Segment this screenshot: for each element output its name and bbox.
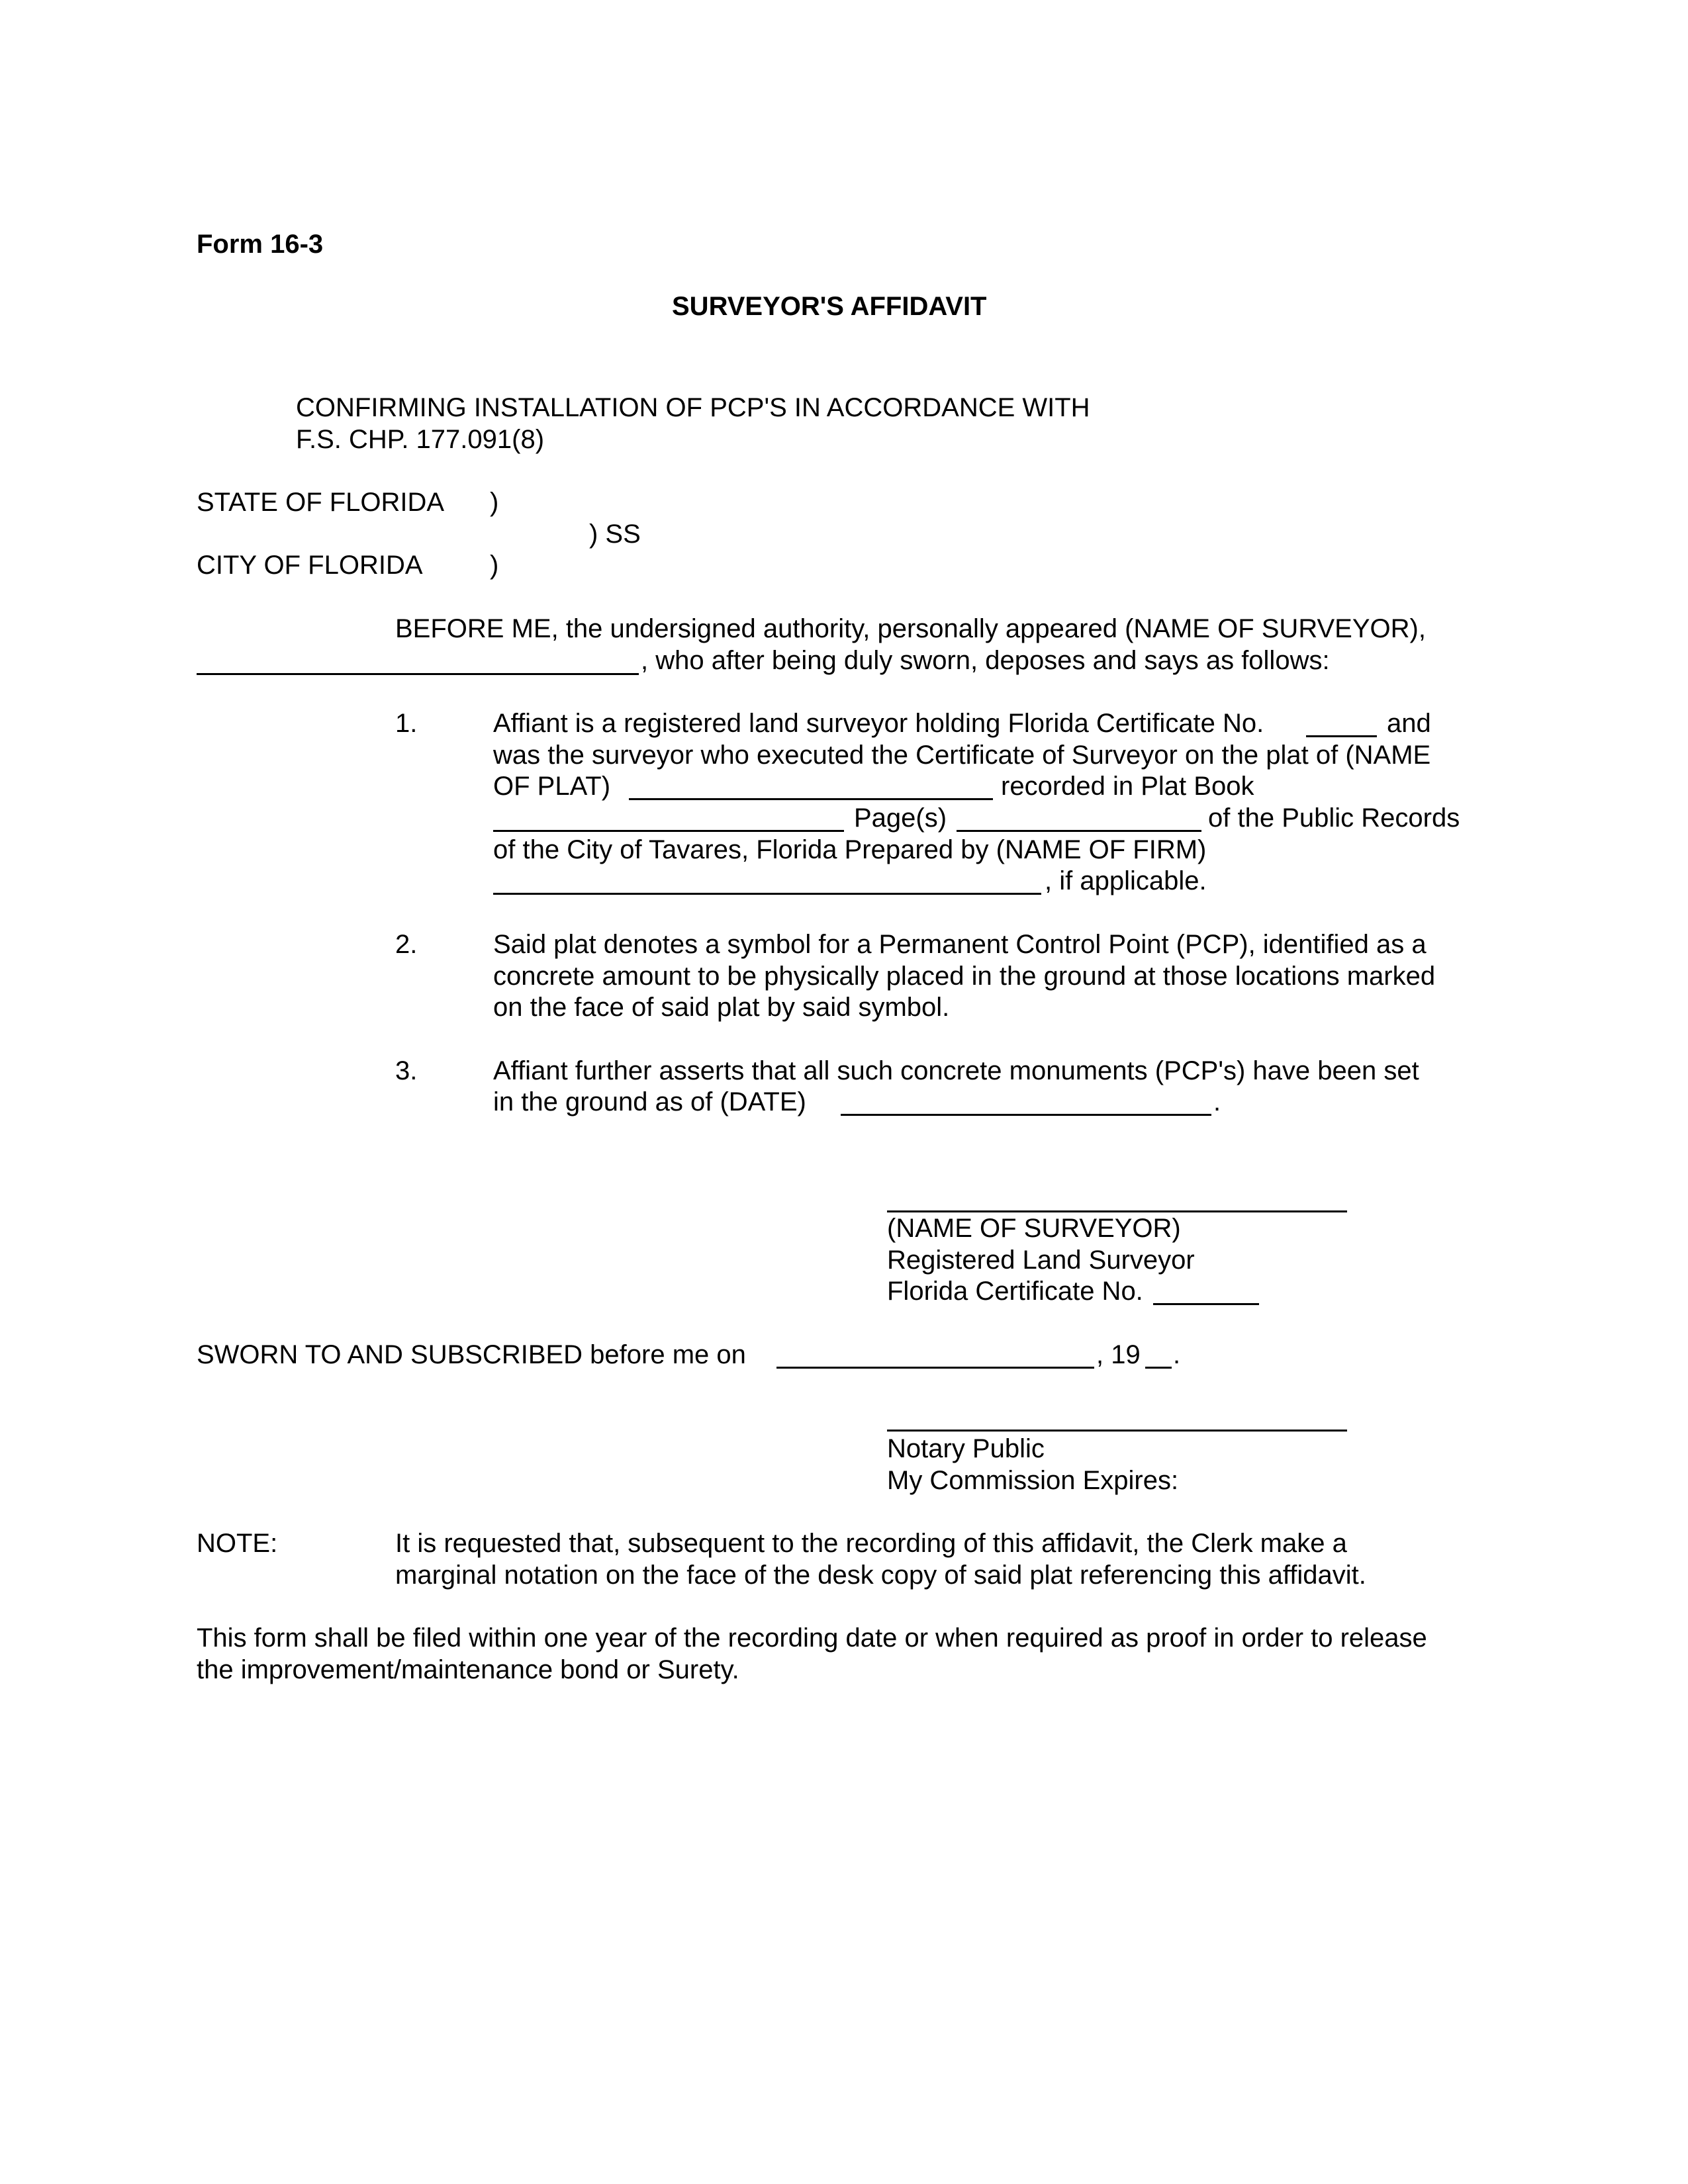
venue-city: CITY OF FLORIDA <box>197 551 423 580</box>
signature-cert-blank[interactable] <box>1153 1303 1259 1305</box>
subtitle-line-2: F.S. CHP. 177.091(8) <box>296 425 545 454</box>
firm-name-blank[interactable] <box>493 893 1041 895</box>
venue-paren-city: ) <box>490 551 499 580</box>
item-1-line-d-mid: Page(s) <box>854 803 947 833</box>
note-label: NOTE: <box>197 1529 278 1558</box>
sworn-date-blank[interactable] <box>776 1367 1094 1369</box>
item-1-line-b: was the surveyor who executed the Certificate of Surveyor on the plat of (NAME <box>493 741 1431 770</box>
item-1-number: 1. <box>395 709 418 738</box>
signature-cert: Florida Certificate No. <box>887 1277 1143 1306</box>
sworn-year-blank[interactable] <box>1145 1367 1172 1369</box>
note-line-1: It is requested that, subsequent to the recording of this affidavit, the Clerk make a <box>395 1529 1347 1558</box>
item-1-line-a-end: and <box>1387 709 1431 738</box>
item-2-number: 2. <box>395 930 418 959</box>
venue-ss: ) SS <box>589 520 641 549</box>
notary-title: Notary Public <box>887 1434 1045 1463</box>
footer-line-2: the improvement/maintenance bond or Surety. <box>197 1655 739 1684</box>
date-blank[interactable] <box>841 1114 1211 1116</box>
item-2-line-b: concrete amount to be physically placed in the ground at those locations marked <box>493 962 1436 991</box>
item-1-line-c-post: recorded in Plat Book <box>1001 772 1254 801</box>
sworn-year-prefix: , 19 <box>1096 1340 1141 1369</box>
page-title: SURVEYOR'S AFFIDAVIT <box>672 292 987 321</box>
sworn-text: SWORN TO AND SUBSCRIBED before me on <box>197 1340 746 1369</box>
venue-paren-state: ) <box>490 488 499 517</box>
item-3-number: 3. <box>395 1056 418 1085</box>
signature-name: (NAME OF SURVEYOR) <box>887 1214 1181 1243</box>
intro-line-2: , who after being duly sworn, deposes and says as follows: <box>641 646 1330 675</box>
note-line-2: marginal notation on the face of the desk copy of said plat referencing this affidavit. <box>395 1561 1366 1590</box>
item-2-line-c: on the face of said plat by said symbol. <box>493 993 950 1022</box>
item-3-line-b-pre: in the ground as of (DATE) <box>493 1087 806 1116</box>
item-1-line-e: of the City of Tavares, Florida Prepared by (NAME OF FIRM) <box>493 835 1207 864</box>
subtitle-line-1: CONFIRMING INSTALLATION OF PCP'S IN ACCORDANCE WITH <box>296 393 1090 422</box>
pages-blank[interactable] <box>957 830 1201 832</box>
plat-book-blank[interactable] <box>493 830 844 832</box>
notary-signature-line[interactable] <box>887 1430 1347 1432</box>
intro-line-1: BEFORE ME, the undersigned authority, personally appeared (NAME OF SURVEYOR), <box>395 614 1426 643</box>
item-1-line-d-end: of the Public Records <box>1208 803 1460 833</box>
item-3-line-a: Affiant further asserts that all such concrete monuments (PCP's) have been set <box>493 1056 1419 1085</box>
item-3-line-b-end: . <box>1213 1087 1221 1116</box>
item-2-line-a: Said plat denotes a symbol for a Permanent Control Point (PCP), identified as a <box>493 930 1427 959</box>
item-1-line-a: Affiant is a registered land surveyor holding Florida Certificate No. <box>493 709 1264 738</box>
item-1-line-c-pre: OF PLAT) <box>493 772 611 801</box>
form-number: Form 16-3 <box>197 230 324 259</box>
notary-expires: My Commission Expires: <box>887 1466 1179 1495</box>
surveyor-name-blank[interactable] <box>197 673 639 675</box>
venue-state: STATE OF FLORIDA <box>197 488 445 517</box>
item-1-line-f-end: , if applicable. <box>1045 866 1207 895</box>
certificate-number-blank[interactable] <box>1306 735 1377 737</box>
footer-line-1: This form shall be filed within one year of the recording date or when required as proof in order to release <box>197 1623 1427 1653</box>
sworn-end: . <box>1173 1340 1181 1369</box>
plat-name-blank[interactable] <box>629 798 993 800</box>
signature-role: Registered Land Surveyor <box>887 1246 1195 1275</box>
